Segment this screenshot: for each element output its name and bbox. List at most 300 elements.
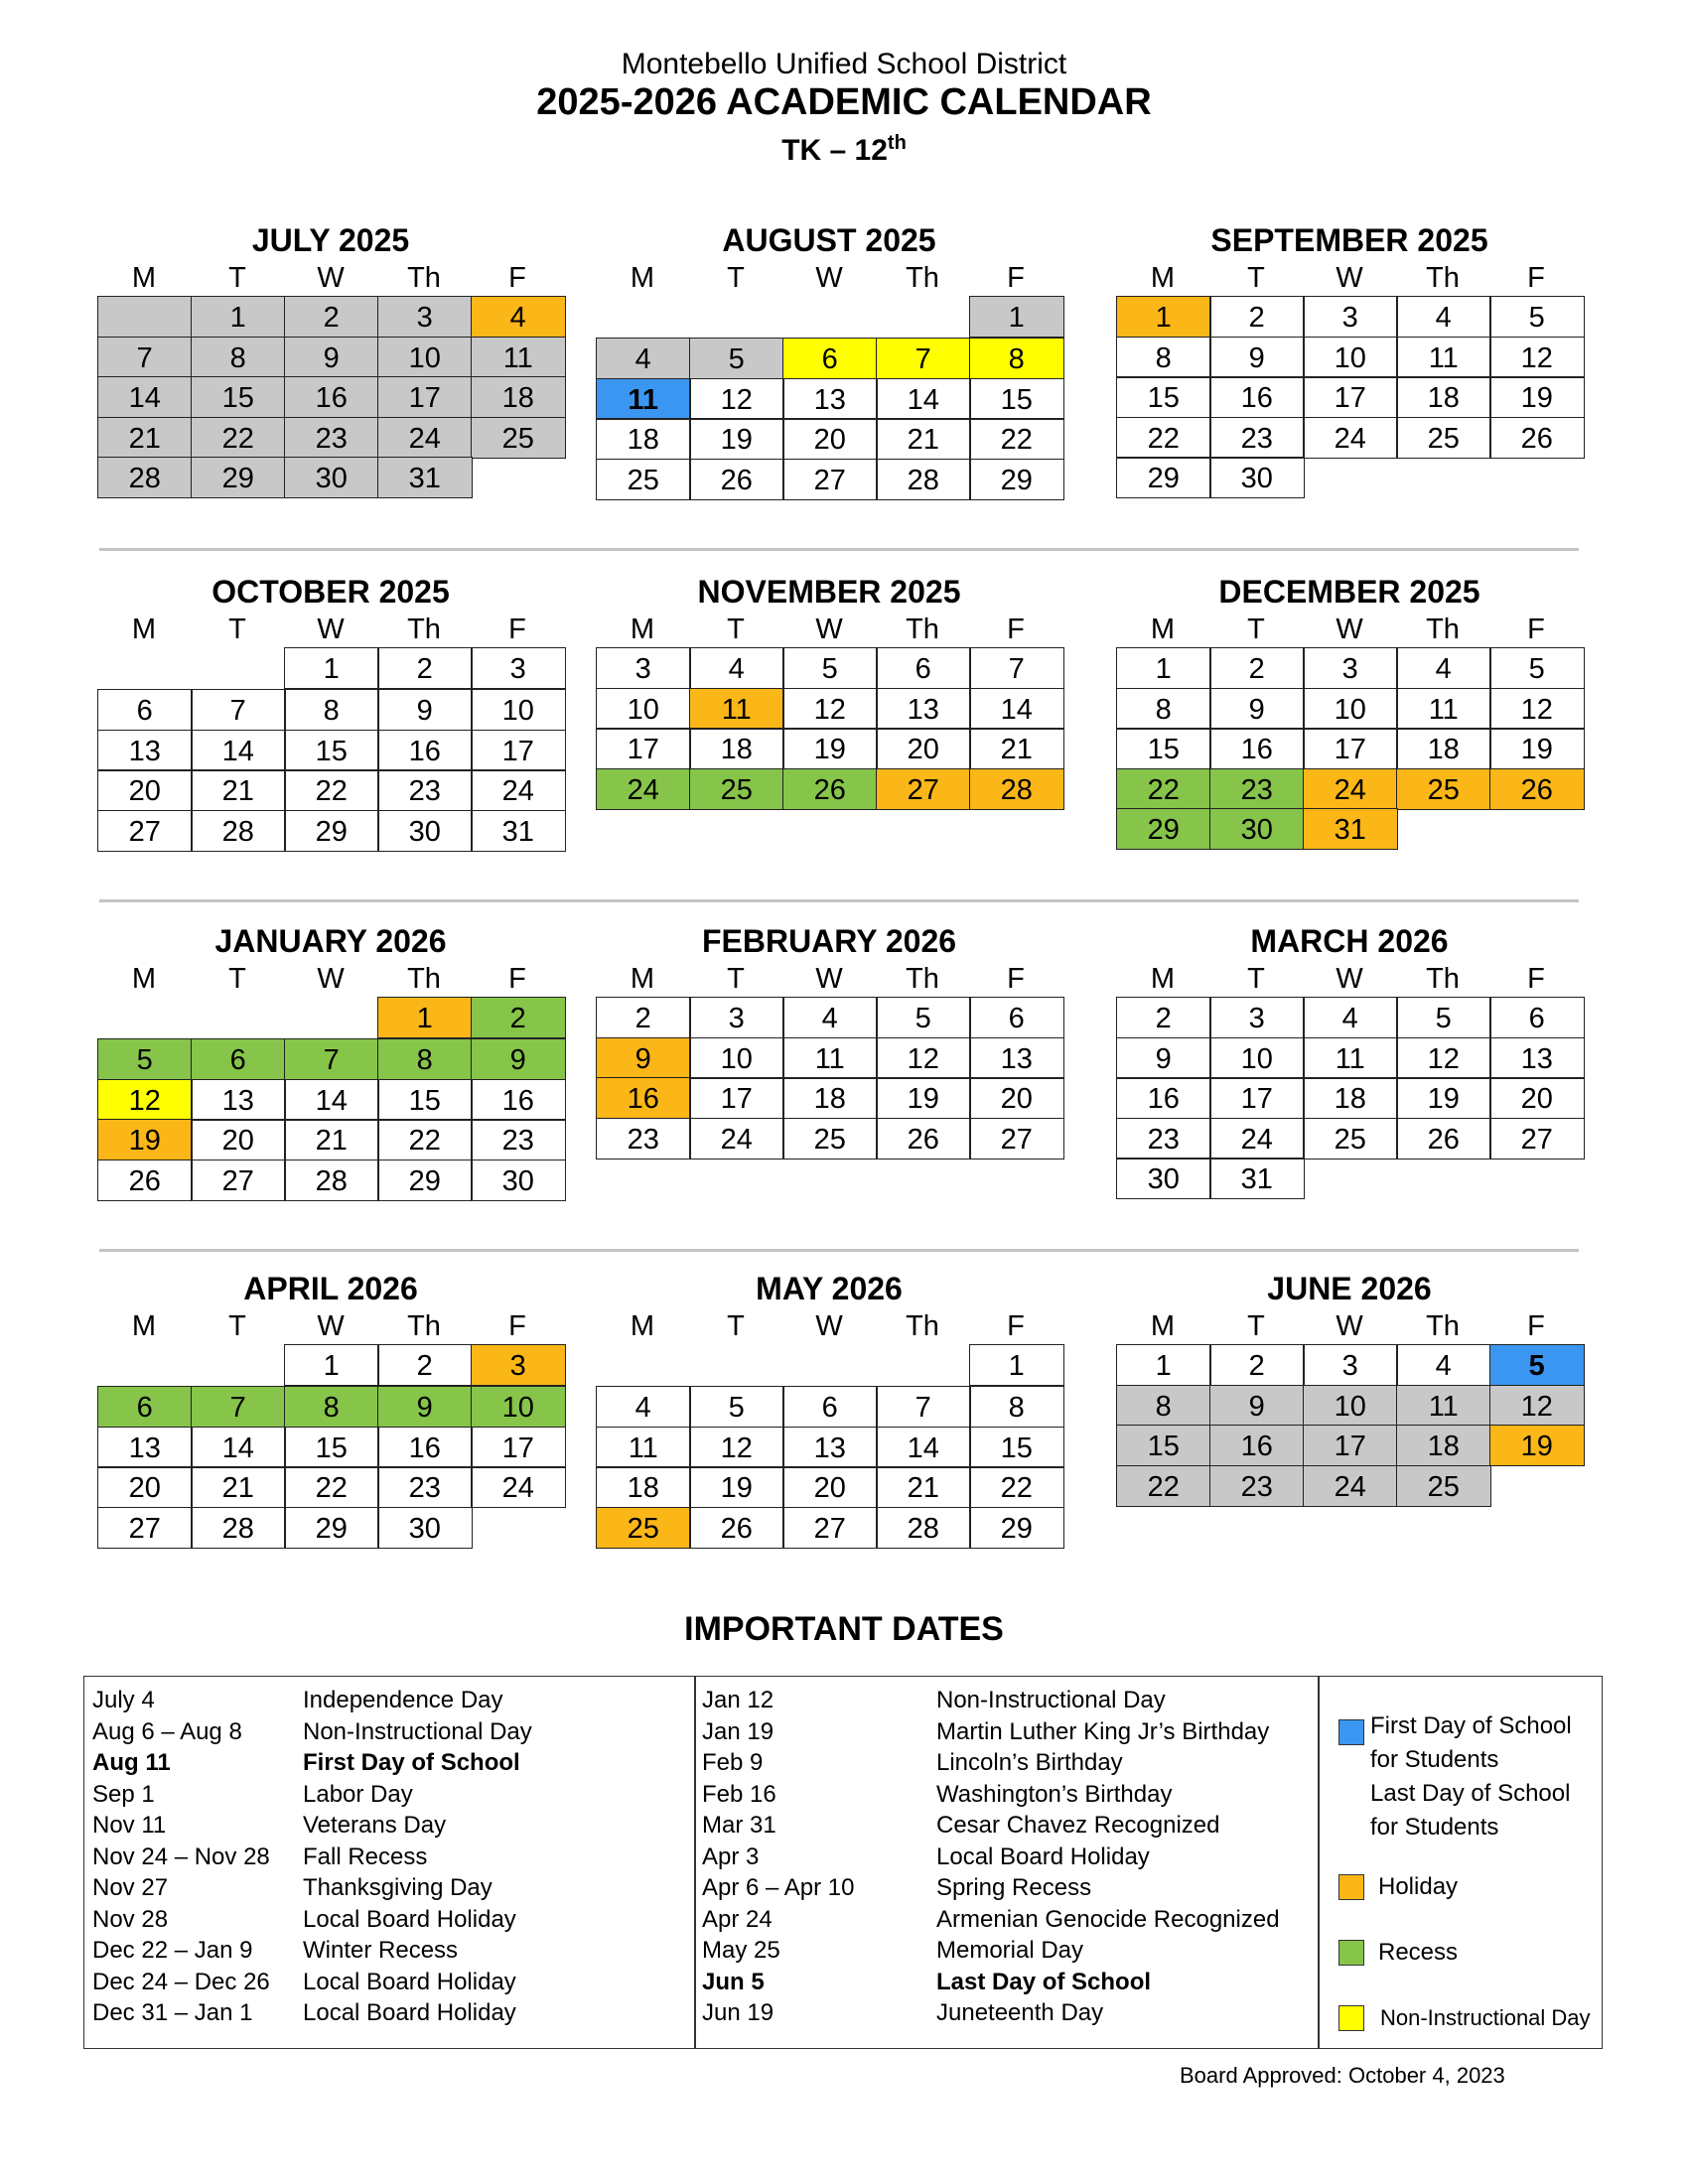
day-cell: 12 — [689, 378, 784, 420]
day-cell: 10 — [377, 337, 473, 378]
day-cell: 30 — [377, 1507, 473, 1549]
month-5 — [1116, 572, 1613, 849]
day-cell: 24 — [1209, 1118, 1305, 1160]
day-cell: 18 — [596, 418, 691, 460]
day-cell: 25 — [1303, 1118, 1398, 1160]
important-event: Veterans Day — [303, 1812, 447, 1839]
day-cell: 7 — [876, 1386, 971, 1428]
day-cell: 5 — [689, 1386, 784, 1428]
day-cell: 17 — [1303, 376, 1398, 418]
month-title: NOVEMBER 2025 — [697, 574, 961, 610]
important-date: Nov 24 – Nov 28 — [92, 1843, 270, 1870]
weekday-label: W — [815, 963, 843, 995]
important-date-row — [92, 1904, 532, 1936]
important-event: First Day of School — [303, 1749, 520, 1776]
day-cell: 10 — [689, 1037, 784, 1079]
day-cell: 24 — [689, 1118, 784, 1160]
month-2 — [1116, 220, 1613, 497]
important-date-row — [92, 1872, 532, 1904]
day-cell: 19 — [1396, 1077, 1491, 1119]
empty-cell — [97, 1344, 191, 1386]
day-cell: 11 — [596, 378, 691, 420]
day-cell: 19 — [782, 728, 878, 769]
weekday-label: F — [1527, 963, 1545, 995]
important-dates-left — [92, 1685, 532, 2029]
month-9 — [97, 1269, 594, 1547]
empty-cell — [876, 296, 969, 338]
weekday-header — [97, 1308, 564, 1344]
day-cell: 3 — [377, 296, 473, 338]
important-date-row — [92, 1779, 532, 1811]
month-grid — [1116, 296, 1583, 497]
grade-range-suffix: th — [887, 132, 907, 154]
day-cell: 2 — [1209, 647, 1305, 689]
important-event: Martin Luther King Jr’s Birthday — [936, 1717, 1270, 1745]
weekday-header — [97, 961, 564, 997]
important-date: Nov 28 — [92, 1905, 169, 1933]
day-cell: 4 — [1303, 997, 1398, 1038]
important-date-row — [92, 1685, 532, 1716]
weekday-header — [97, 260, 564, 296]
important-date: Aug 11 — [92, 1749, 171, 1776]
day-cell: 10 — [1303, 337, 1398, 378]
day-cell: 1 — [969, 1344, 1064, 1386]
day-cell: 25 — [471, 417, 566, 459]
day-cell: 23 — [284, 417, 379, 459]
month-grid — [97, 296, 564, 497]
day-cell: 19 — [1489, 728, 1585, 769]
day-cell: 24 — [1303, 417, 1398, 459]
day-cell: 10 — [471, 689, 566, 731]
day-cell: 16 — [284, 376, 379, 418]
day-cell: 3 — [689, 997, 784, 1038]
important-date: Nov 11 — [92, 1812, 167, 1839]
weekday-label: Th — [906, 1310, 939, 1342]
day-cell: 6 — [97, 689, 193, 731]
day-cell: 5 — [1489, 647, 1585, 689]
day-cell: 19 — [97, 1119, 193, 1160]
important-date: Mar 31 — [702, 1812, 776, 1839]
day-cell: 26 — [689, 459, 784, 500]
important-event: Local Board Holiday — [303, 1999, 516, 2026]
month-7 — [596, 921, 1092, 1158]
important-dates-title: IMPORTANT DATES — [684, 1610, 1004, 1648]
weekday-label: M — [131, 262, 157, 294]
day-cell: 19 — [1489, 376, 1585, 418]
day-cell: 14 — [876, 1427, 971, 1468]
day-cell: 10 — [1209, 1037, 1305, 1079]
day-cell: 25 — [1396, 417, 1491, 459]
weekday-label: Th — [906, 262, 939, 294]
day-cell: 3 — [471, 647, 566, 689]
day-cell: 8 — [191, 337, 286, 378]
important-date-row — [92, 1935, 532, 1967]
important-event: Non-Instructional Day — [936, 1687, 1166, 1713]
weekday-label: W — [815, 614, 843, 645]
important-event: Local Board Holiday — [303, 1905, 516, 1933]
important-dates-right — [702, 1685, 1280, 2029]
day-cell: 24 — [471, 1466, 566, 1508]
weekday-label: F — [508, 262, 526, 294]
day-cell: 5 — [97, 1038, 193, 1080]
day-cell: 2 — [1209, 296, 1305, 338]
day-cell: 4 — [596, 338, 691, 379]
important-event: Local Board Holiday — [303, 1968, 516, 1995]
empty-cell — [97, 647, 191, 689]
day-cell: 23 — [471, 1119, 566, 1160]
day-cell: 13 — [782, 378, 878, 420]
weekday-label: T — [1247, 963, 1265, 995]
day-cell: 16 — [377, 730, 473, 771]
day-cell: 15 — [969, 378, 1064, 420]
day-cell: 20 — [782, 1466, 878, 1508]
weekday-label: T — [228, 614, 246, 645]
month-grid — [596, 296, 1062, 498]
day-cell: 30 — [377, 810, 473, 852]
day-cell: 15 — [191, 376, 286, 418]
important-date-row — [702, 1685, 1280, 1716]
day-cell: 22 — [191, 417, 286, 459]
day-cell: 7 — [191, 689, 286, 731]
important-date-row — [92, 1967, 532, 1998]
day-cell: 22 — [1116, 1465, 1211, 1507]
month-title: JULY 2025 — [251, 222, 410, 258]
important-date: Apr 3 — [702, 1843, 760, 1870]
day-cell: 29 — [969, 1507, 1064, 1549]
day-cell: 12 — [1396, 1037, 1491, 1079]
month-title: JANUARY 2026 — [214, 923, 447, 959]
weekday-label: Th — [1426, 963, 1460, 995]
day-cell: 28 — [191, 1507, 286, 1549]
weekday-label: Th — [906, 963, 939, 995]
day-cell: 1 — [284, 1344, 379, 1386]
day-cell: 3 — [1303, 1344, 1398, 1386]
day-cell: 27 — [876, 768, 971, 810]
weekday-label: M — [131, 1310, 157, 1342]
day-cell: 23 — [377, 1466, 473, 1508]
weekday-label: Th — [407, 1310, 441, 1342]
weekday-label: W — [1336, 963, 1363, 995]
legend-line: Holiday — [1378, 1873, 1459, 1900]
day-cell: 5 — [1396, 997, 1491, 1038]
day-cell: 2 — [1116, 997, 1211, 1038]
day-cell: 30 — [284, 457, 379, 498]
legend-line: Recess — [1378, 1939, 1459, 1966]
day-cell: 10 — [596, 688, 691, 730]
empty-cell — [596, 1344, 689, 1386]
day-cell: 12 — [876, 1037, 971, 1079]
empty-cell — [97, 997, 191, 1038]
weekday-header — [596, 961, 1062, 997]
day-cell: 8 — [284, 689, 379, 731]
day-cell: 16 — [471, 1079, 566, 1121]
month-grid — [1116, 997, 1583, 1198]
weekday-label: F — [1007, 614, 1025, 645]
day-cell: 21 — [191, 769, 286, 811]
day-cell: 5 — [689, 338, 784, 379]
day-cell: 19 — [876, 1077, 971, 1119]
legend-line: First Day of School — [1370, 1712, 1572, 1739]
month-title: MARCH 2026 — [1250, 923, 1449, 959]
day-cell: 22 — [969, 1466, 1064, 1508]
month-0 — [97, 220, 594, 497]
weekday-label: W — [317, 1310, 345, 1342]
weekday-label: F — [508, 614, 526, 645]
day-cell: 7 — [969, 647, 1064, 689]
important-event: Armenian Genocide Recognized — [936, 1905, 1280, 1933]
legend-swatch-orange — [1338, 1874, 1364, 1900]
day-cell: 25 — [596, 459, 691, 500]
empty-cell — [689, 1344, 782, 1386]
day-cell: 11 — [1396, 337, 1491, 378]
weekday-label: M — [630, 963, 655, 995]
day-cell: 31 — [1209, 1158, 1305, 1199]
day-cell: 2 — [377, 647, 473, 689]
weekday-label: Th — [906, 614, 939, 645]
day-cell: 26 — [97, 1160, 193, 1201]
weekday-header — [1116, 1308, 1583, 1344]
day-cell: 28 — [284, 1160, 379, 1201]
empty-cell — [876, 1344, 969, 1386]
empty-cell — [596, 296, 689, 338]
day-cell: 7 — [284, 1038, 379, 1080]
day-cell: 13 — [782, 1427, 878, 1468]
day-cell: 6 — [1489, 997, 1585, 1038]
day-cell: 15 — [1116, 1425, 1211, 1466]
day-cell: 1 — [969, 296, 1064, 338]
weekday-header — [1116, 961, 1583, 997]
important-event: Spring Recess — [936, 1874, 1092, 1901]
day-cell: 1 — [191, 296, 286, 338]
day-cell: 20 — [97, 769, 193, 811]
day-cell: 29 — [284, 810, 379, 852]
day-cell: 20 — [1489, 1077, 1585, 1119]
day-cell: 12 — [1489, 1385, 1585, 1427]
important-date-row — [702, 1779, 1280, 1811]
day-cell: 10 — [1303, 1385, 1398, 1427]
day-cell: 5 — [876, 997, 971, 1038]
important-date-row — [92, 1747, 532, 1779]
day-cell: 12 — [1489, 688, 1585, 730]
day-cell: 6 — [782, 1386, 878, 1428]
day-cell: 6 — [97, 1386, 193, 1428]
board-approved-note: Board Approved: October 4, 2023 — [1180, 2063, 1505, 2088]
day-cell: 16 — [1209, 728, 1305, 769]
day-cell: 25 — [596, 1507, 691, 1549]
important-date: Aug 6 – Aug 8 — [92, 1717, 242, 1745]
day-cell: 22 — [284, 1466, 379, 1508]
important-event: Last Day of School — [936, 1968, 1152, 1995]
day-cell: 16 — [596, 1077, 691, 1119]
weekday-label: T — [727, 1310, 745, 1342]
legend-swatch-blue — [1338, 1719, 1364, 1745]
day-cell: 27 — [1489, 1118, 1585, 1160]
important-date-row — [92, 1997, 532, 2029]
day-cell: 14 — [284, 1079, 379, 1121]
weekday-label: M — [131, 614, 157, 645]
important-event: Winter Recess — [303, 1937, 459, 1964]
day-cell: 11 — [1396, 1385, 1491, 1427]
day-cell: 7 — [97, 337, 193, 378]
month-title: AUGUST 2025 — [722, 222, 936, 258]
day-cell: 18 — [1396, 1425, 1491, 1466]
day-cell: 12 — [782, 688, 878, 730]
day-cell: 27 — [97, 810, 193, 852]
day-cell: 27 — [191, 1160, 286, 1201]
day-cell: 20 — [876, 728, 971, 769]
day-cell: 22 — [1116, 417, 1211, 459]
day-cell: 20 — [97, 1466, 193, 1508]
day-cell: 13 — [1489, 1037, 1585, 1079]
important-event: Fall Recess — [303, 1843, 428, 1870]
important-event: Non-Instructional Day — [303, 1717, 532, 1745]
legend-line: for Students — [1370, 1746, 1499, 1773]
day-cell: 23 — [1116, 1118, 1211, 1160]
day-cell: 5 — [1489, 1344, 1585, 1386]
day-cell: 28 — [876, 459, 971, 500]
weekday-label: T — [727, 262, 745, 294]
day-cell: 11 — [596, 1427, 691, 1468]
weekday-header — [596, 260, 1062, 296]
legend-swatch-yellow — [1338, 2005, 1364, 2031]
empty-cell — [284, 997, 377, 1038]
month-title: OCTOBER 2025 — [211, 574, 450, 610]
important-date: Jan 12 — [702, 1687, 774, 1713]
weekday-label: W — [1336, 1310, 1363, 1342]
weekday-label: T — [228, 963, 246, 995]
month-grid — [1116, 1344, 1583, 1505]
day-cell: 9 — [596, 1037, 691, 1079]
day-cell: 1 — [1116, 296, 1211, 338]
day-cell: 8 — [377, 1038, 473, 1080]
day-cell: 9 — [1116, 1037, 1211, 1079]
day-cell: 26 — [1396, 1118, 1491, 1160]
day-cell: 9 — [377, 689, 473, 731]
day-cell: 3 — [1303, 647, 1398, 689]
month-11 — [1116, 1269, 1613, 1505]
day-cell: 17 — [377, 376, 473, 418]
day-cell: 9 — [1209, 337, 1305, 378]
day-cell: 26 — [1489, 768, 1585, 810]
day-cell: 29 — [1116, 457, 1211, 498]
day-cell: 24 — [596, 768, 691, 810]
empty-cell — [97, 296, 193, 338]
important-date-row — [702, 1872, 1280, 1904]
day-cell: 30 — [1209, 457, 1305, 498]
important-date-row — [702, 1810, 1280, 1842]
important-event: Independence Day — [303, 1687, 503, 1713]
day-cell: 4 — [471, 296, 566, 338]
day-cell: 5 — [1489, 296, 1585, 338]
day-cell: 27 — [97, 1507, 193, 1549]
day-cell: 18 — [1303, 1077, 1398, 1119]
day-cell: 8 — [1116, 337, 1211, 378]
day-cell: 4 — [689, 647, 784, 689]
month-grid — [97, 997, 564, 1199]
day-cell: 12 — [97, 1079, 193, 1121]
day-cell: 9 — [377, 1386, 473, 1428]
day-cell: 25 — [782, 1118, 878, 1160]
weekday-label: Th — [1426, 262, 1460, 294]
empty-cell — [191, 997, 284, 1038]
day-cell: 15 — [1116, 376, 1211, 418]
month-6 — [97, 921, 594, 1199]
legend-swatch-green — [1338, 1940, 1364, 1966]
legend-line: Non-Instructional Day — [1380, 2005, 1591, 2030]
day-cell: 27 — [782, 1507, 878, 1549]
important-date: Dec 31 – Jan 1 — [92, 1999, 253, 2026]
day-cell: 2 — [1209, 1344, 1305, 1386]
day-cell: 12 — [1489, 337, 1585, 378]
legend-line: for Students — [1370, 1814, 1499, 1841]
weekday-label: F — [508, 1310, 526, 1342]
day-cell: 19 — [1489, 1425, 1585, 1466]
day-cell: 26 — [1489, 417, 1585, 459]
weekday-label: T — [228, 262, 246, 294]
day-cell: 6 — [191, 1038, 286, 1080]
day-cell: 17 — [471, 1427, 566, 1468]
day-cell: 11 — [471, 337, 566, 378]
weekday-label: T — [1247, 614, 1265, 645]
month-title: APRIL 2026 — [243, 1271, 418, 1306]
day-cell: 25 — [1396, 768, 1491, 810]
weekday-label: M — [1150, 262, 1176, 294]
day-cell: 31 — [471, 810, 566, 852]
day-cell: 31 — [377, 457, 473, 498]
weekday-label: W — [317, 614, 345, 645]
day-cell: 26 — [689, 1507, 784, 1549]
day-cell: 22 — [284, 769, 379, 811]
month-grid — [596, 1344, 1062, 1547]
day-cell: 20 — [191, 1119, 286, 1160]
day-cell: 6 — [782, 338, 878, 379]
month-title: JUNE 2026 — [1267, 1271, 1432, 1306]
weekday-label: T — [727, 614, 745, 645]
weekday-label: Th — [1426, 614, 1460, 645]
day-cell: 21 — [876, 418, 971, 460]
day-cell: 29 — [191, 457, 286, 498]
day-cell: 21 — [97, 417, 193, 459]
legend-line: Last Day of School — [1370, 1780, 1571, 1807]
day-cell: 2 — [596, 997, 691, 1038]
column-separator — [1318, 1677, 1320, 2048]
day-cell: 19 — [689, 418, 784, 460]
important-event: Local Board Holiday — [936, 1843, 1150, 1870]
day-cell: 11 — [689, 688, 784, 730]
weekday-label: W — [317, 963, 345, 995]
day-cell: 8 — [969, 338, 1064, 379]
important-date-row — [92, 1716, 532, 1748]
weekday-header — [1116, 260, 1583, 296]
day-cell: 10 — [1303, 688, 1398, 730]
day-cell: 4 — [596, 1386, 691, 1428]
day-cell: 1 — [284, 647, 379, 689]
month-1 — [596, 220, 1092, 498]
grade-range — [0, 132, 1688, 168]
day-cell: 12 — [689, 1427, 784, 1468]
weekday-label: T — [1247, 1310, 1265, 1342]
important-date: Jan 19 — [702, 1717, 774, 1745]
day-cell: 20 — [782, 418, 878, 460]
important-date: Apr 24 — [702, 1905, 773, 1933]
important-date-row — [702, 1904, 1280, 1936]
day-cell: 27 — [969, 1118, 1064, 1160]
legend-label — [1370, 1709, 1572, 1844]
important-date: Nov 27 — [92, 1874, 169, 1901]
day-cell: 29 — [284, 1507, 379, 1549]
weekday-label: W — [815, 262, 843, 294]
day-cell: 4 — [1396, 296, 1491, 338]
